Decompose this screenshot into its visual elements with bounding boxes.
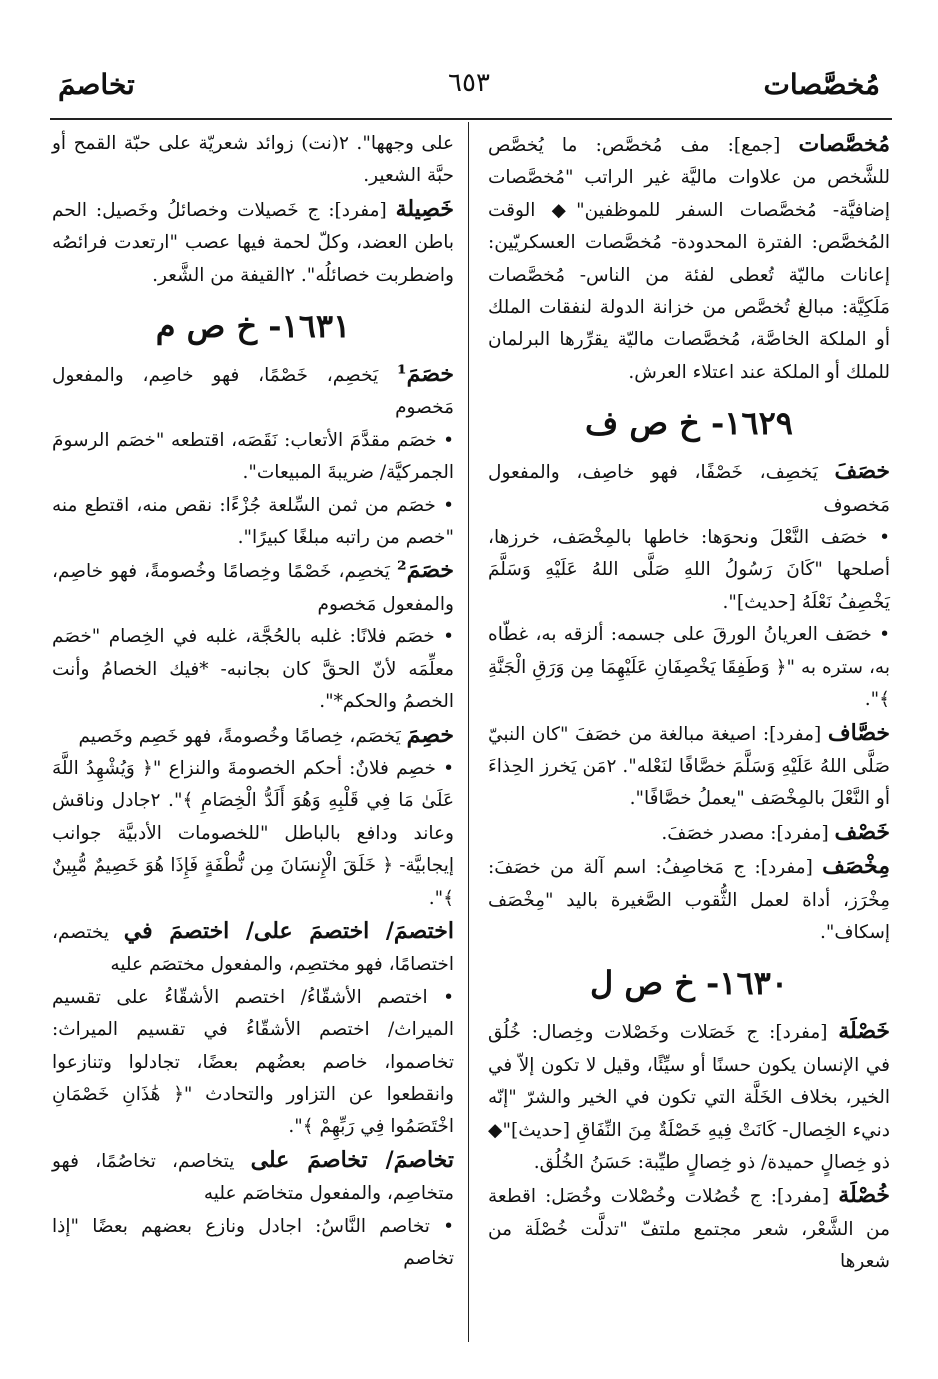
entry-definition: يَخصَم، خِصامًا وخُصومةً، فهو خَصِم وخَصيم <box>78 725 407 747</box>
entry-sense: • خصَم مقدَّمَ الأتعاب: نَقَصَه، اقتطعه "خصَم الرسومَ الجمركيَّة/ ضريبةَ المبيعات". <box>52 429 454 484</box>
root-heading: ١٦٣٠- خ ص ل <box>589 964 789 1003</box>
dictionary-entry <box>52 719 454 753</box>
entry-headword: خصَمَ² <box>397 557 454 584</box>
entry-headword: خَصْف <box>834 818 890 845</box>
dictionary-entry <box>488 128 890 389</box>
dictionary-entry <box>488 455 890 522</box>
entry-definition: يَخصِف، خَصْفًا، فهو خاصِف، والمفعول مَخصوف <box>488 462 890 516</box>
running-head-first-word: مُخصَّصات <box>763 68 880 101</box>
entry-headword: خصَّاف <box>827 719 890 746</box>
entry-headword: خصَفَ <box>834 458 890 485</box>
entry-definition: يختصم، اختصامًا، فهو مختصِم، والمفعول مختصَم عليه <box>52 921 454 976</box>
running-head-last-word: تخاصمَ <box>58 68 135 101</box>
entry-headword: تخاصمَ/ تخاصمَ على <box>250 1146 454 1173</box>
dictionary-entry <box>488 816 890 850</box>
continued-text: على وجهها". ٢(نت) زوائد شعريّة على حبّة القمح أو حبَّة الشعير. <box>52 133 455 187</box>
entry-sense: • خصَم فلانًا: غلبه بالحُجَّة، غلبه في الخِصام "خصَم معلِّمَه لأنّ الحقَّ كان بجانبه- *فيك الخصامُ وأنت الخصمُ والحكم*". <box>52 626 454 713</box>
entry-definition: [مفرد]: مصدر خصَفَ. <box>661 822 835 844</box>
root-heading: ١٦٢٩- خ ص ف <box>585 404 793 443</box>
dictionary-entry <box>52 915 454 982</box>
dictionary-entry <box>52 554 454 621</box>
header-rule <box>50 118 892 120</box>
right-column <box>488 128 890 1279</box>
entry-sense: • خصَف النَّعْلَ ونحوَها: خاطها بالمِخْصَف، خرزها، أصلحها "كَانَ رَسُولُ اللهِ صَلَّى اللهُ عَلَيْهِ وَسَلَّمَ يَخْصِفُ نَعْلَهُ [حديث]". <box>488 527 890 613</box>
entry-headword: خُصْلَة <box>838 1182 890 1209</box>
root-heading: ١٦٣١- خ ص م <box>155 307 351 346</box>
entry-definition: [مفرد]: ج خَصيلات وخصائلُ وخَصيل: الحم باطن العضد، وكلّ لحمة فيها عصب "ارتعدت فرائصُه واضطربت خصائلُه". ٢القيفة من الشَّعر. <box>52 199 454 286</box>
dictionary-entry <box>488 1179 890 1278</box>
entry-headword: خصِمَ <box>406 721 454 748</box>
entry-headword: خَصِيلة <box>395 195 454 222</box>
dictionary-entry <box>52 358 454 425</box>
entry-sense: • خصِم فلانٌ: أحكم الخصومةَ والنزاع "﴿ وَيُشْهِدُ اللَّهَ عَلَىٰ مَا فِي قَلْبِهِ وَهُوَ أَلَدُّ الْخِصَامِ ﴾". ٢جادل وناقش وعاند ودافع بالباطل "للخصومات الأدبيَّة جوانب إيجابيَّة- ﴿ خَلَقَ الْإِنسَانَ مِن نُّطْفَةٍ فَإِذَا هُوَ خَصِيمٌ مُّبِينٌ ﴾". <box>52 757 454 909</box>
entry-headword: مِخْصَف <box>822 853 890 880</box>
column-divider <box>468 122 469 1342</box>
entry-sense: • اختصم الأشقّاءُ/ اختصم الأشقّاءُ على تقسيم الميراث/ اختصم الأشقّاءُ في تقسيم الميراث: تخاصموا، خاصم بعضُهم بعضًا، تجادلوا وتنازعوا وانقطعوا عن التزاور والتحادث "﴿ هَٰذَانِ خَصْمَانِ اخْتَصَمُوا فِي رَبِّهِمْ ﴾". <box>52 986 454 1138</box>
entry-definition: يتخاصم، تخاصُمًا، فهو متخاصِم، والمفعول متخاصَم عليه <box>52 1150 454 1205</box>
entry-definition: [مفرد]: ج خَصَلات وخَصْلات وخِصال: خُلُق في الإنسان يكون حسنًا أو سيِّئًا، وقيل لا تكون إلاّ في الخير، بخلاف الخَلَّة التي تكون في الخير والشرّ "إنّه دنيء الخِصال- كَانَتْ فِيهِ خَصْلَةٌ مِنَ النِّفَاقِ [حديث]"◆ ذو خِصالٍ حميدة/ ذو خِصالٍ طيِّبة: حَسَنُ الخُلُق. <box>488 1022 890 1173</box>
entry-definition: يَخصِم، خَصْمًا وخِصامًا وخُصومةً، فهو خاصِم، والمفعول مَخصوم <box>52 561 454 615</box>
entry-definition: يَخصِم، خَصْمًا، فهو خاصِم، والمفعول مَخصوم <box>52 365 454 419</box>
dictionary-entry <box>488 1015 890 1179</box>
entry-definition: [مفرد]: ج خُصُلات وخُصْلات وخُصَل: اقطعة من الشَّعْر، شعر مجتمع ملتفّ "تدلَّت خُصْلَة من شعرها <box>488 1186 890 1273</box>
entry-definition: [جمع]: مف مُخصَّص: ما يُخصَّص للشَّخص من علاوات ماليَّة غير الراتب "مُخصَّصات إضافيَّة- مُخصَّصات السفر للموظفين"◆ الوقت المُخصَّص: الفترة المحدودة- مُخصَّصات العسكريّين: إعانات ماليّة تُعطى لفئة من الناس- مُخصَّصات مَلَكِيَّة: مبالغ تُخصَّص من خزانة الدولة لنفقات الملك أو الملكة الخاصَّة، مُخصَّصات ماليّة يقرِّرها البرلمان للملك أو الملكة عند اعتلاء العرش. <box>488 135 890 383</box>
entry-headword: اختصمَ/ اختصمَ على/ اختصمَ في <box>123 917 454 944</box>
entry-definition: [مفرد]: اصيغة مبالغة من خصَفَ "كان النبيّ صَلَّى اللهُ عَلَيْهِ وَسَلَّمَ خصَّافًا لنَعْله". ٢مَن يَخرز الحِذاءَ أو النَّعْلَ بالمِخْصَف "يعملُ خصَّافًا". <box>488 723 890 810</box>
dictionary-entry <box>488 850 890 949</box>
page-number: ٦٥٣ <box>448 68 490 98</box>
dictionary-entry <box>52 1144 454 1211</box>
left-column <box>52 128 454 1275</box>
entry-headword: خصَمَ¹ <box>397 361 454 388</box>
entry-sense: • خصَم من ثمن السِّلعة جُزْءًا: نقص منه، اقتطع منه "خصم من راتبه مبلغًا كبيرًا". <box>52 494 454 549</box>
entry-definition: [مفرد]: ج مَخاصِفُ: اسم آلة من خصَفَ: مِخْرَز، أداة لعمل الثُّقوب الصَّغيرة باليد "مِخْصَف إسكاف". <box>488 857 890 943</box>
dictionary-entry <box>52 193 454 292</box>
dictionary-entry <box>488 717 890 816</box>
entry-headword: مُخصَّصات <box>798 131 890 157</box>
entry-sense: • خصَف العريانُ الورقَ على جسمه: ألزقه به، غطّاه به، ستره به "﴿ وَطَفِقَا يَخْصِفَانِ عَلَيْهِمَا مِن وَرَقِ الْجَنَّةِ ﴾". <box>488 624 890 711</box>
entry-sense: • تخاصم النَّاسُ: اجادل ونازع بعضهم بعضًا "إذا تخاصم <box>52 1215 454 1269</box>
entry-headword: خَصْلَة <box>838 1018 890 1045</box>
